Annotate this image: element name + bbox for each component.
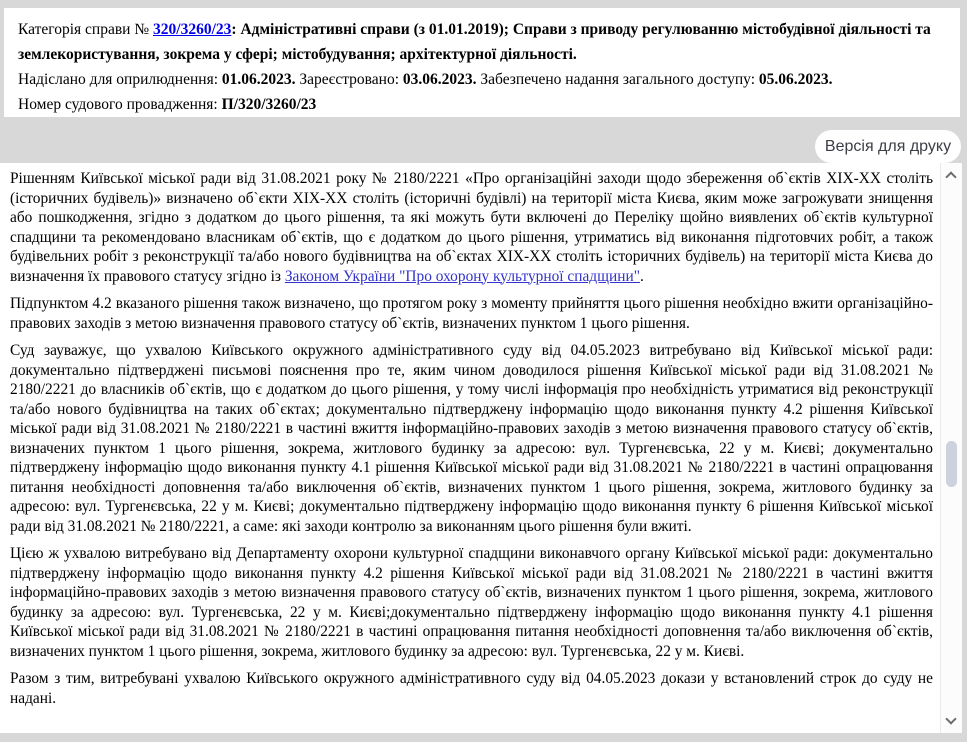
print-version-button[interactable]: Версія для друку [815, 130, 961, 163]
colon-separator: : [231, 21, 241, 38]
scroll-up-button[interactable] [941, 167, 962, 183]
registered-date: 03.06.2023. [402, 71, 477, 88]
registered-label: Зареєстровано: [295, 71, 403, 88]
decision-paragraph: Суд зауважує, що ухвалою Київського окружного адміністративного суду від 04.05.2023 витребувано від Київської міської ради: документально підтверджені письмові пояснення про те, яким чином доводилося рішення Київської міської ради від 31.08.2021 № 2180/2221 до власників об`єктів, що є додатком до цього рішення, у тому числі інформація про необхідність утриматися від реконструкції та/або нового будівництва на таких об`єктах; документально підтверджену інформацію щодо виконання пункту 4.2 рішення Київської міської ради від 31.08.2021 № 2180/2221 в частині вжиття інформаційно-правових заходів з метою визначення правового статусу об`єктів, визначених пунктом 1 цього рішення, зокрема, житлового будинку за адресою: вул. Тургенєвська, 22 у м. Києві; документально підтверджену інформацію щодо виконання пункту 4.1 рішення Київської міської ради від 31.08.2021 № 2180/2221 в частині опрацювання питання необхідності доповнення та/або виключення об`єктів, визначених пунктом 1 цього рішення, зокрема, житлового будинку за адресою: вул. Тургенєвська, 22 у м. Києві; документально підтверджену інформацію щодо виконання пункту 6 рішення Київської міської ради від 31.08.2021 № 2180/2221, а саме: які заходи контролю за виконанням цього рішення були вжиті. [10, 342, 933, 535]
chevron-down-icon [945, 713, 956, 724]
decision-paragraph [10, 169, 933, 286]
chevron-up-icon [945, 171, 956, 182]
scroll-down-button[interactable] [941, 713, 962, 729]
case-category-value: Адміністративні справи (з 01.01.2019); Справи з приводу регулюванню містобудівної діяльності та землекористування, зокрема у сфері; містобудування; архітектурної діяльності. [18, 21, 931, 63]
proceeding-label: Номер судового провадження: [18, 96, 222, 113]
case-header-card [4, 8, 960, 117]
published-date: 01.06.2023. [221, 71, 296, 88]
decision-paragraph: Разом з тим, витребувані ухвалою Київського окружного адміністративного суду від 04.05.2023 докази у встановлений строк до суду не надані. [10, 670, 933, 707]
scrollbar-thumb[interactable] [946, 441, 957, 487]
access-label: Забезпечено надання загального доступу: [476, 71, 759, 88]
paragraph-1-period: . [639, 267, 644, 285]
published-label: Надіслано для оприлюднення: [18, 71, 222, 88]
decision-panel [0, 163, 962, 733]
decision-paragraph: Підпунктом 4.2 вказаного рішення також визначено, що протягом року з моменту прийняття цього рішення необхідно вжити організаційно-правових заходів з метою визначення правового статусу об`єктів, визначених пунктом 1 цього рішення. [10, 295, 933, 332]
case-category-label: Категорія справи № [18, 21, 154, 38]
law-culture-heritage-link[interactable]: Законом України "Про охорону культурної спадщини" [284, 267, 640, 285]
access-date: 05.06.2023. [758, 71, 833, 88]
case-number-link[interactable]: 320/3260/23 [153, 21, 232, 38]
case-proceeding-line [18, 92, 944, 117]
proceeding-number: П/320/3260/23 [221, 96, 317, 113]
case-dates-line [18, 67, 944, 92]
paragraph-1-text: Рішенням Київської міської ради від 31.08.2021 року № 2180/2221 «Про організаційні заходи щодо збереження об`єктів XIX-XX століть (історичних будівель)» визначено об`єкти XIX-XX століть (історичні будівлі) на території міста Києва, яким може загрожувати знищення або пошкодження, згідно з додатком до цього рішення, та які можуть бути включені до Переліку щойно виявлених об`єктів культурної спадщини та рекомендовано власникам об`єктів, що є додатком до цього рішення, утриматись від виконання підготовчих робіт, а також будівельних робіт з реконструкції та/або нового будівництва на об`єктах XIX-XX століть історичних будівель) на території міста Києва до визначення їх правового статусу згідно із [10, 170, 933, 285]
decision-text-area[interactable] [0, 163, 940, 733]
vertical-scrollbar[interactable] [940, 163, 962, 733]
decision-paragraph: Цією ж ухвалою витребувано від Департаменту охорони культурної спадщини виконавчого органу Київської міської ради: документально підтверджену інформацію щодо виконання пункту 4.2 рішення Київської міської ради від 31.08.2021 № 2180/2221 в частині вжиття інформаційно-правових заходів з метою визначення правового статусу об`єктів, визначених пунктом 1 цього рішення, зокрема, житлового будинку за адресою: вул. Тургенєвська, 22 у м. Києві;документально підтверджену інформацію щодо виконання пункту 4.1 рішення Київської міської ради від 31.08.2021 № 2180/2221 в частині опрацювання питання необхідності доповнення та/або виключення об`єктів, визначених пунктом 1 цього рішення, зокрема, житлового будинку за адресою: вул. Тургенєвська, 22 у м. Києві. [10, 545, 933, 660]
case-category-line [18, 17, 944, 67]
